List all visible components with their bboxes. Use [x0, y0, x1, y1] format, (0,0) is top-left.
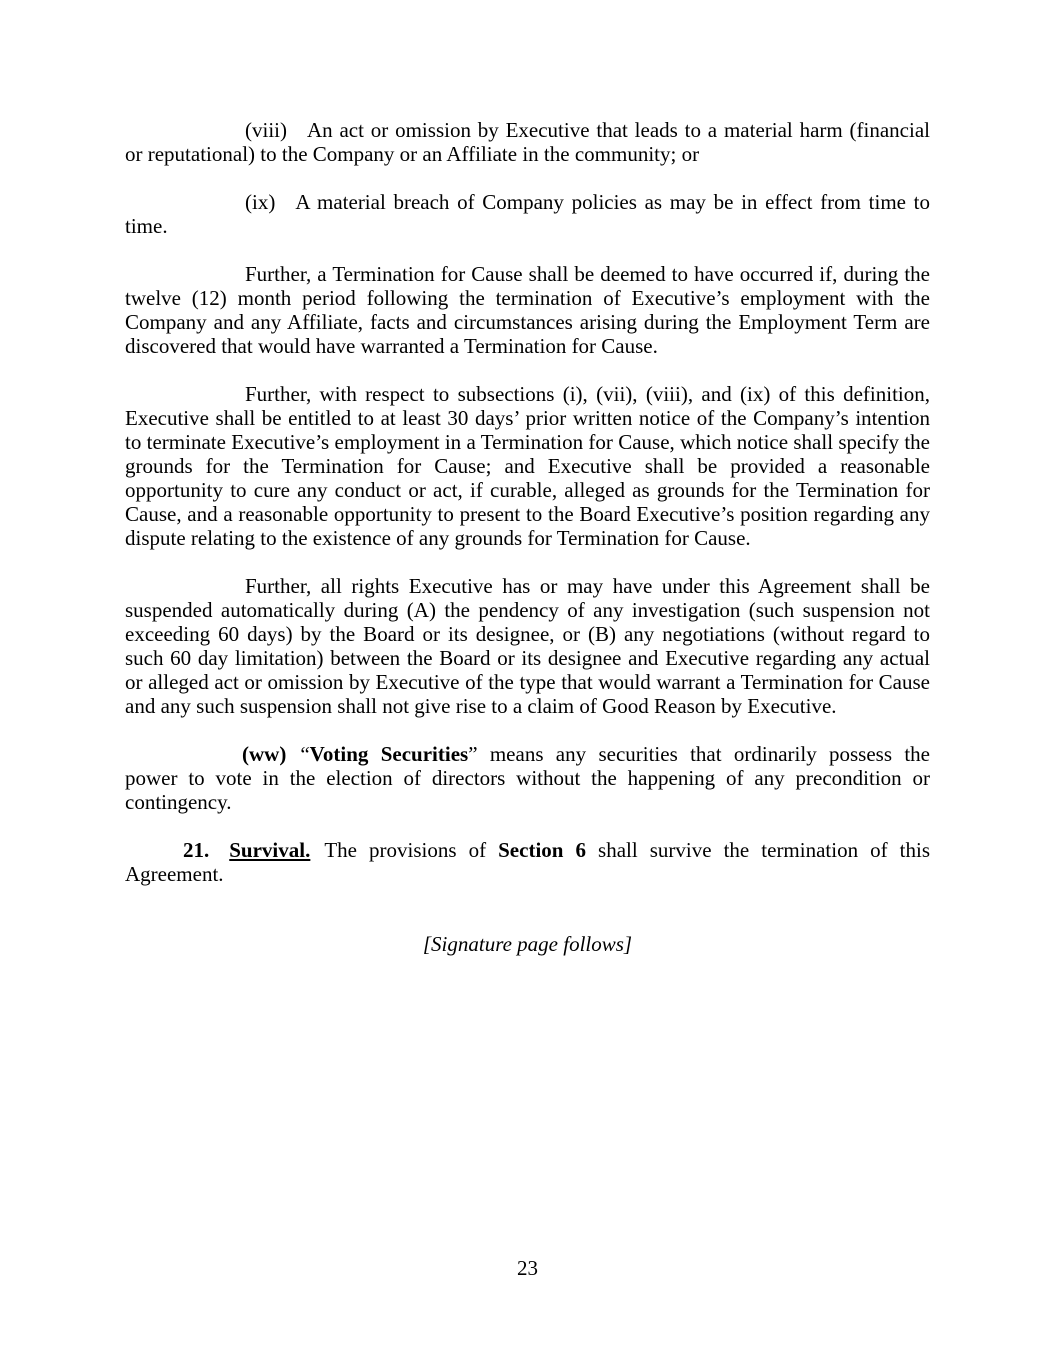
- clause-ww-label: (ww): [242, 742, 287, 766]
- paragraph-further-1-text: Further, a Termination for Cause shall be deemed to have occurred if, during the twelve (12) month period following the termination of Executive’s employment with the Company and any Affiliate, facts and circumstances arising during the Employment Term are discovered that would have warranted a Termination for Cause.: [125, 262, 930, 358]
- survival-section-ref: Section 6: [498, 838, 586, 862]
- paragraph-further-1: [125, 262, 930, 358]
- paragraph-further-3-text: Further, all rights Executive has or may have under this Agreement shall be suspended automatically during (A) the pendency of any investigation (such suspension not exceeding 60 days) by the Board or its designee, or (B) any negotiations (without regard to such 60 day limitation) between the Board or its designee and Executive regarding any actual or alleged act or omission by Executive of the type that would warrant a Termination for Cause and any such suspension shall not give rise to a claim of Good Reason by Executive.: [125, 574, 930, 718]
- page-number: 23: [517, 1256, 538, 1280]
- clause-viii: [125, 118, 930, 166]
- clause-ix-label: (ix): [245, 190, 276, 214]
- clause-ix: [125, 190, 930, 238]
- clause-ix-text: A material breach of Company policies as may be in effect from time to time.: [125, 190, 930, 238]
- paragraph-further-2: [125, 382, 930, 550]
- signature-page-note: [Signature page follows]: [422, 932, 633, 956]
- clause-viii-label: (viii): [245, 118, 287, 142]
- survival-number: 21.: [183, 838, 210, 862]
- paragraph-ww: [125, 742, 930, 814]
- survival-heading: Survival.: [229, 838, 311, 862]
- clause-viii-text: An act or omission by Executive that leads to a material harm (financial or reputational) to the Company or an Affiliate in the community; or: [125, 118, 930, 166]
- survival-text-before: The provisions of: [324, 838, 499, 862]
- paragraph-further-2-text: Further, with respect to subsections (i), (vii), (viii), and (ix) of this definition, Executive shall be entitled to at least 30 days’ prior written notice of the Company’s intention to terminate Executive’s employment in a Termination for Cause, which notice shall specify the grounds for the Termination for Cause; and Executive shall be provided a reasonable opportunity to cure any conduct or act, if curable, alleged as grounds for the Termination for Cause, and a reasonable opportunity to present to the Board Executive’s position regarding any dispute relating to the existence of any grounds for Termination for Cause.: [125, 382, 930, 550]
- clause-ww-open-quote: “: [300, 742, 310, 766]
- survival-heading-gap: [310, 838, 324, 862]
- paragraph-survival: [125, 838, 930, 886]
- clause-ww-term: Voting Securities: [309, 742, 469, 766]
- paragraph-further-3: [125, 574, 930, 718]
- survival-text-after: shall survive the termination of this Agreement.: [125, 838, 931, 886]
- clause-ww-text: ” means any securities that ordinarily possess the power to vote in the election of directors without the happening of any precondition or contingency.: [125, 742, 930, 814]
